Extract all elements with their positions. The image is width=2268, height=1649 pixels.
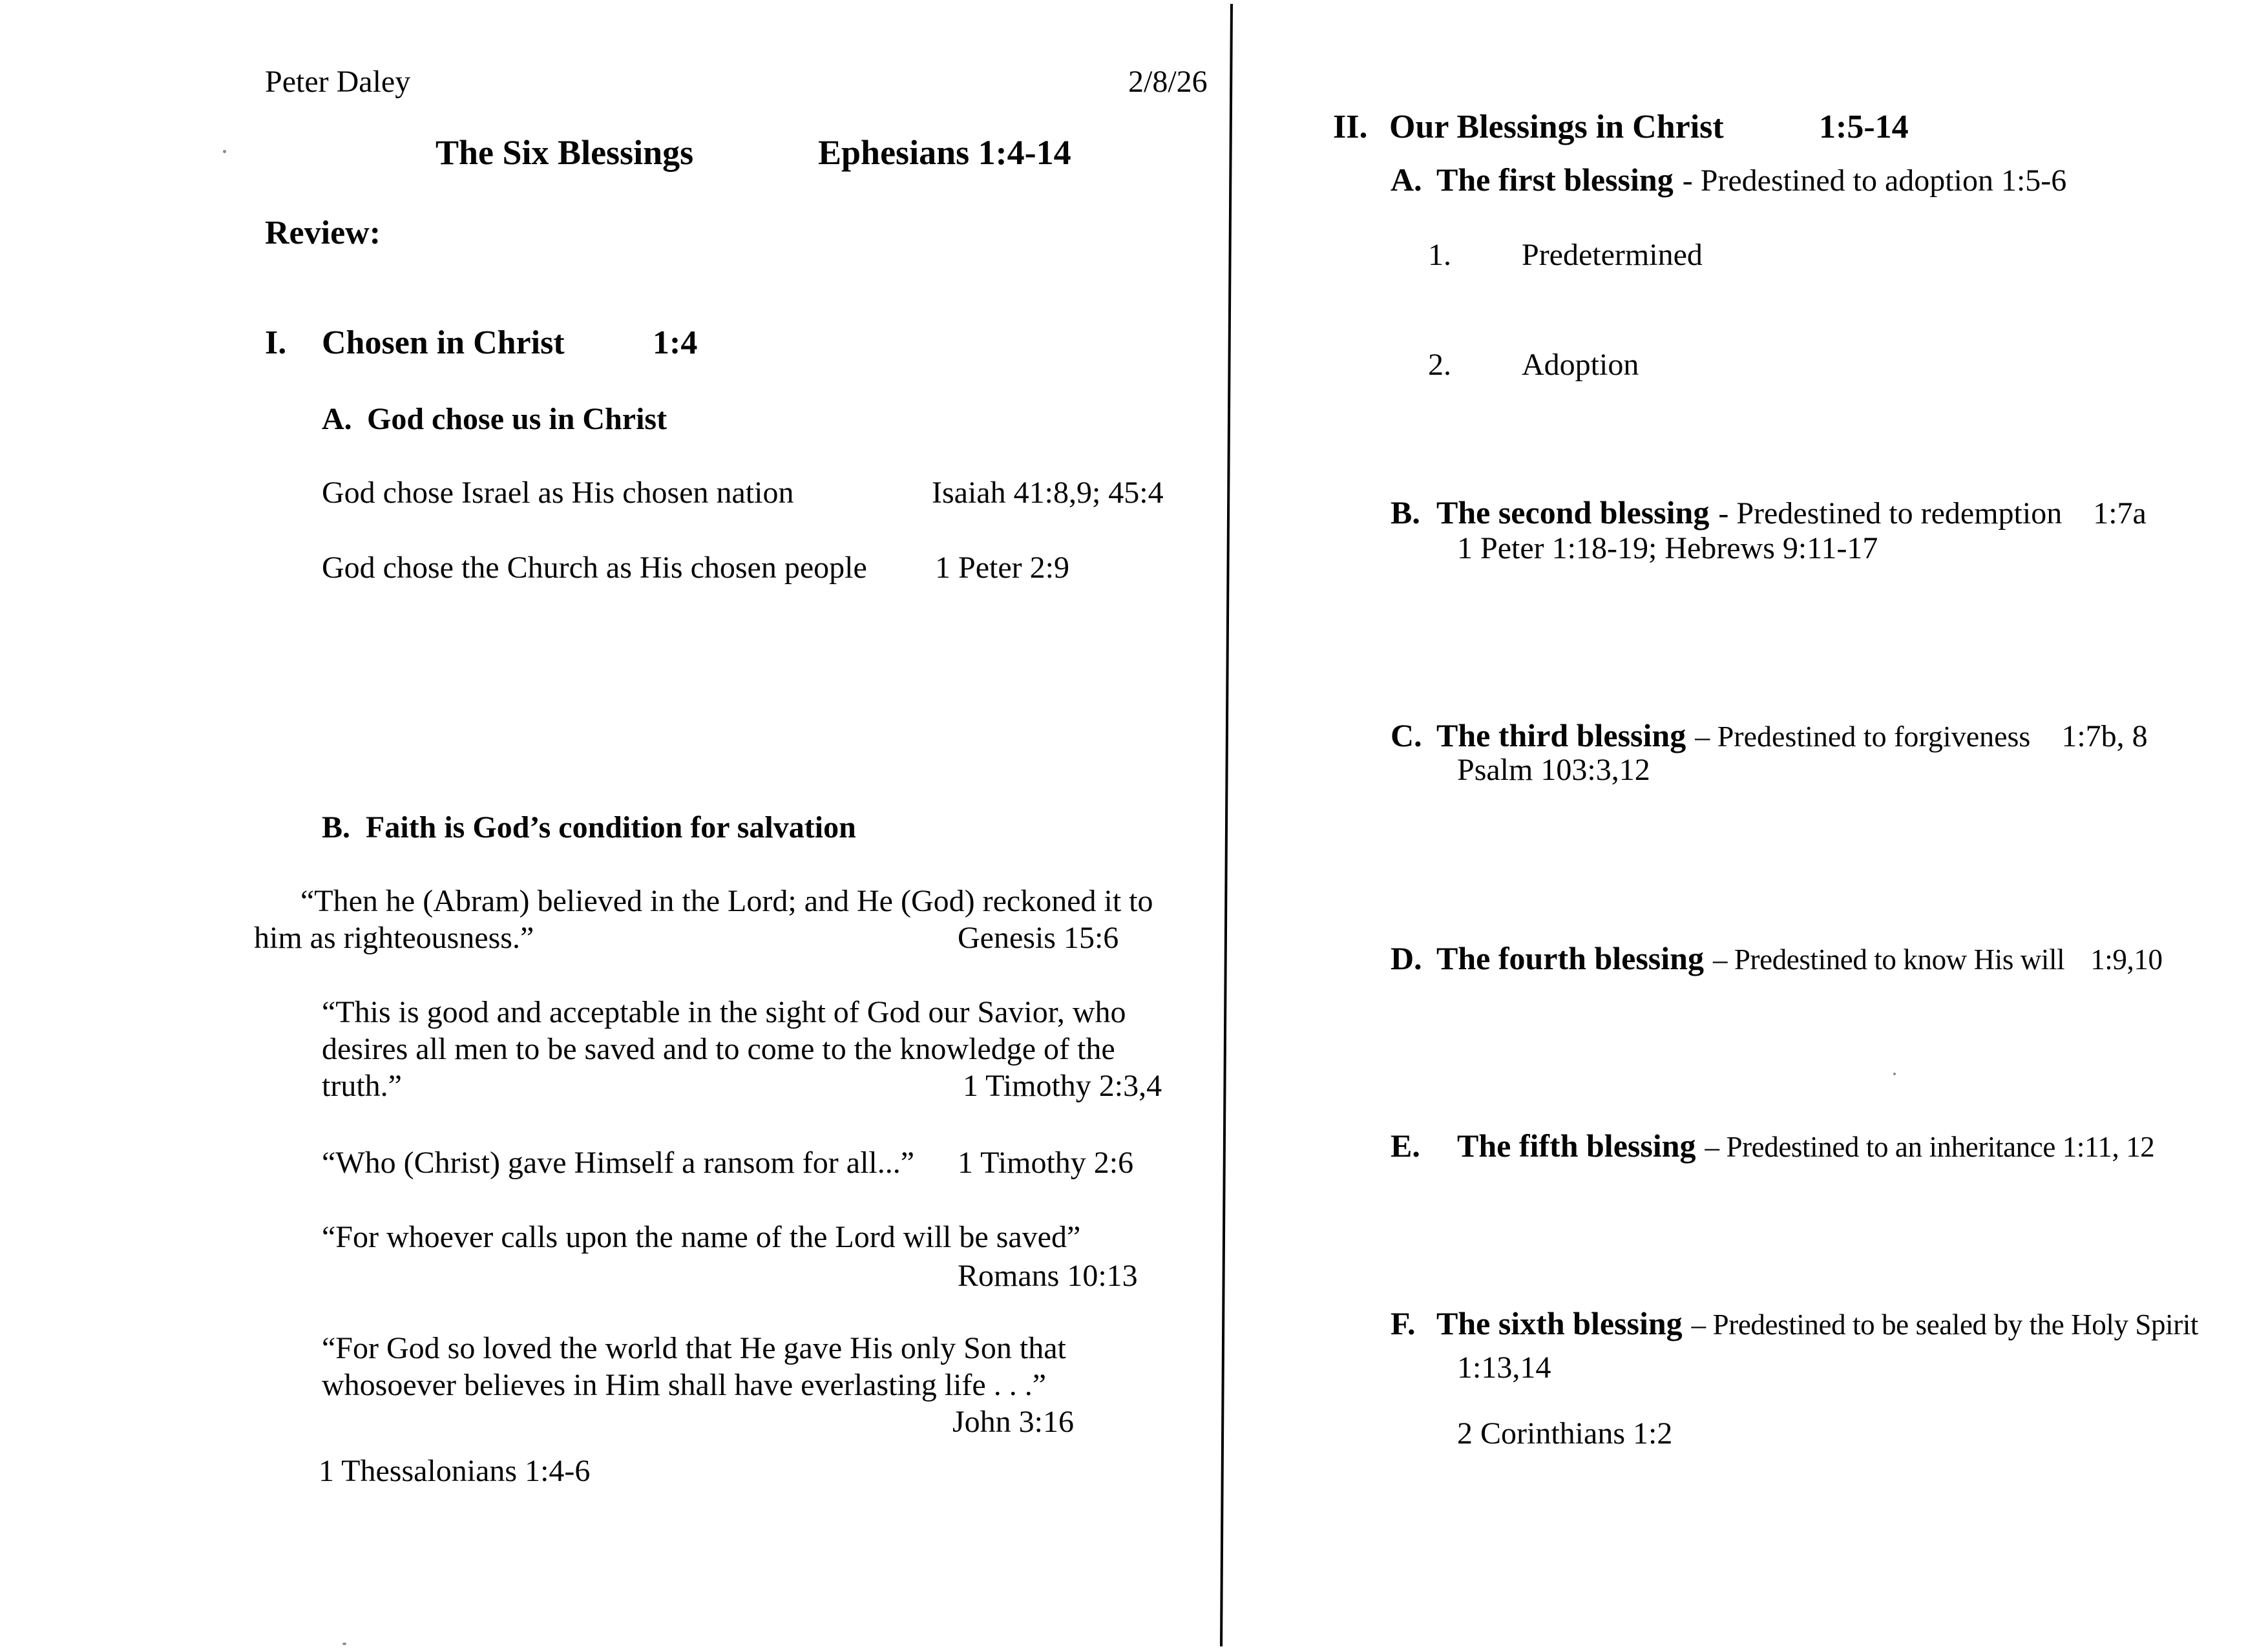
quote-line: “For whoever calls upon the name of the Lord will be saved” [322,1220,1081,1254]
blessing-e-title: The fifth blessing [1457,1128,1696,1164]
blessing-f-line [1436,1305,2198,1341]
scripture-reference: Genesis 15:6 [958,921,1119,955]
quote-line: “Then he (Abram) believed in the Lord; and He (God) reckoned it to [300,884,1153,918]
quote-line: “For God so loved the world that He gave His only Son that [322,1331,1066,1365]
scripture-reference: 1 Timothy 2:3,4 [963,1069,1162,1103]
blessing-c-verse: 1:7b, 8 [2061,719,2148,753]
blessing-c-description: – Predestined to forgiveness [1695,720,2031,753]
section1-item-b-heading: Faith is God’s condition for salvation [366,810,856,845]
blessing-f-title: The sixth blessing [1436,1305,1683,1341]
review-label: Review: [265,215,381,251]
blessing-b-letter: B. [1391,494,1420,530]
blessing-e-description: – Predestined to an inheritance 1:11, 12 [1705,1131,2155,1163]
section2-numeral: II. [1333,109,1368,145]
statement-line: God chose the Church as His chosen people [322,551,867,585]
blessing-a-line [1436,162,2066,198]
statement-line: God chose Israel as His chosen nation [322,476,794,510]
document-date: 2/8/26 [1128,65,1208,99]
section1-verse-ref: 1:4 [653,324,698,361]
blessing-c-title: The third blessing [1436,717,1686,753]
scripture-reference: 1 Peter 2:9 [935,551,1069,585]
blessing-f-description: – Predestined to be sealed by the Holy Spirit [1691,1308,2199,1341]
author-name: Peter Daley [265,65,411,99]
page-title: The Six Blessings [436,133,694,172]
section1-item-b-letter: B. [322,810,351,845]
blessing-b-line [1436,494,2147,531]
sub-item-label: Predetermined [1522,238,1703,272]
blessing-d-description: – Predestined to know His will [1712,943,2065,976]
blessing-b-description: - Predestined to redemption [1718,496,2063,530]
page-fold-divider-line [1220,4,1233,1646]
blessing-a-description: - Predestined to adoption 1:5-6 [1682,163,2067,198]
scan-artifact-dot [342,1643,346,1645]
page-title-reference: Ephesians 1:4-14 [818,133,1071,172]
scripture-reference: 1 Timothy 2:6 [958,1146,1134,1180]
blessing-c-references: Psalm 103:3,12 [1457,753,1650,787]
blessing-d-letter: D. [1391,940,1422,976]
sub-item-label: Adoption [1522,348,1639,382]
blessing-b-verse: 1:7a [2093,496,2147,530]
section1-item-a-letter: A. [322,402,352,436]
section2-heading: Our Blessings in Christ [1389,109,1724,145]
quote-line: truth.” [322,1069,402,1103]
blessing-b-title: The second blessing [1436,494,1710,530]
quote-line: “This is good and acceptable in the sight of God our Savior, who [322,995,1126,1029]
section1-item-a-heading: God chose us in Christ [367,402,667,436]
quote-line: “Who (Christ) gave Himself a ransom for all...” [322,1146,915,1180]
scripture-reference: Isaiah 41:8,9; 45:4 [932,476,1164,510]
blessing-a-letter: A. [1391,162,1422,198]
blessing-e-line [1457,1128,2154,1164]
blessing-f-verse: 1:13,14 [1457,1350,1551,1385]
blessing-d-line [1436,940,2163,976]
sub-item-number: 2. [1428,348,1451,382]
quote-line: him as righteousness.” [254,921,534,955]
blessing-d-title: The fourth blessing [1436,940,1704,976]
blessing-f-references: 2 Corinthians 1:2 [1457,1416,1673,1451]
blessing-f-letter: F. [1391,1305,1416,1341]
closing-scripture-reference: 1 Thessalonians 1:4-6 [319,1454,591,1488]
blessing-b-references: 1 Peter 1:18-19; Hebrews 9:11-17 [1457,531,1878,565]
scan-artifact-dot [1893,1073,1896,1075]
section2-verse-ref: 1:5-14 [1819,109,1909,145]
section1-numeral: I. [265,324,287,361]
section1-heading: Chosen in Christ [322,324,565,361]
quote-line: desires all men to be saved and to come to the knowledge of the [322,1032,1115,1066]
sub-item-number: 1. [1428,238,1451,272]
scripture-reference: Romans 10:13 [958,1259,1138,1293]
blessing-e-letter: E. [1391,1128,1420,1164]
scripture-reference: John 3:16 [952,1405,1075,1439]
scan-artifact-dot [223,150,226,153]
blessing-c-line [1436,717,2148,754]
blessing-d-verse: 1:9,10 [2090,943,2163,976]
blessing-a-title: The first blessing [1436,162,1674,198]
blessing-c-letter: C. [1391,717,1422,753]
quote-line: whosoever believes in Him shall have everlasting life . . .” [322,1368,1046,1402]
